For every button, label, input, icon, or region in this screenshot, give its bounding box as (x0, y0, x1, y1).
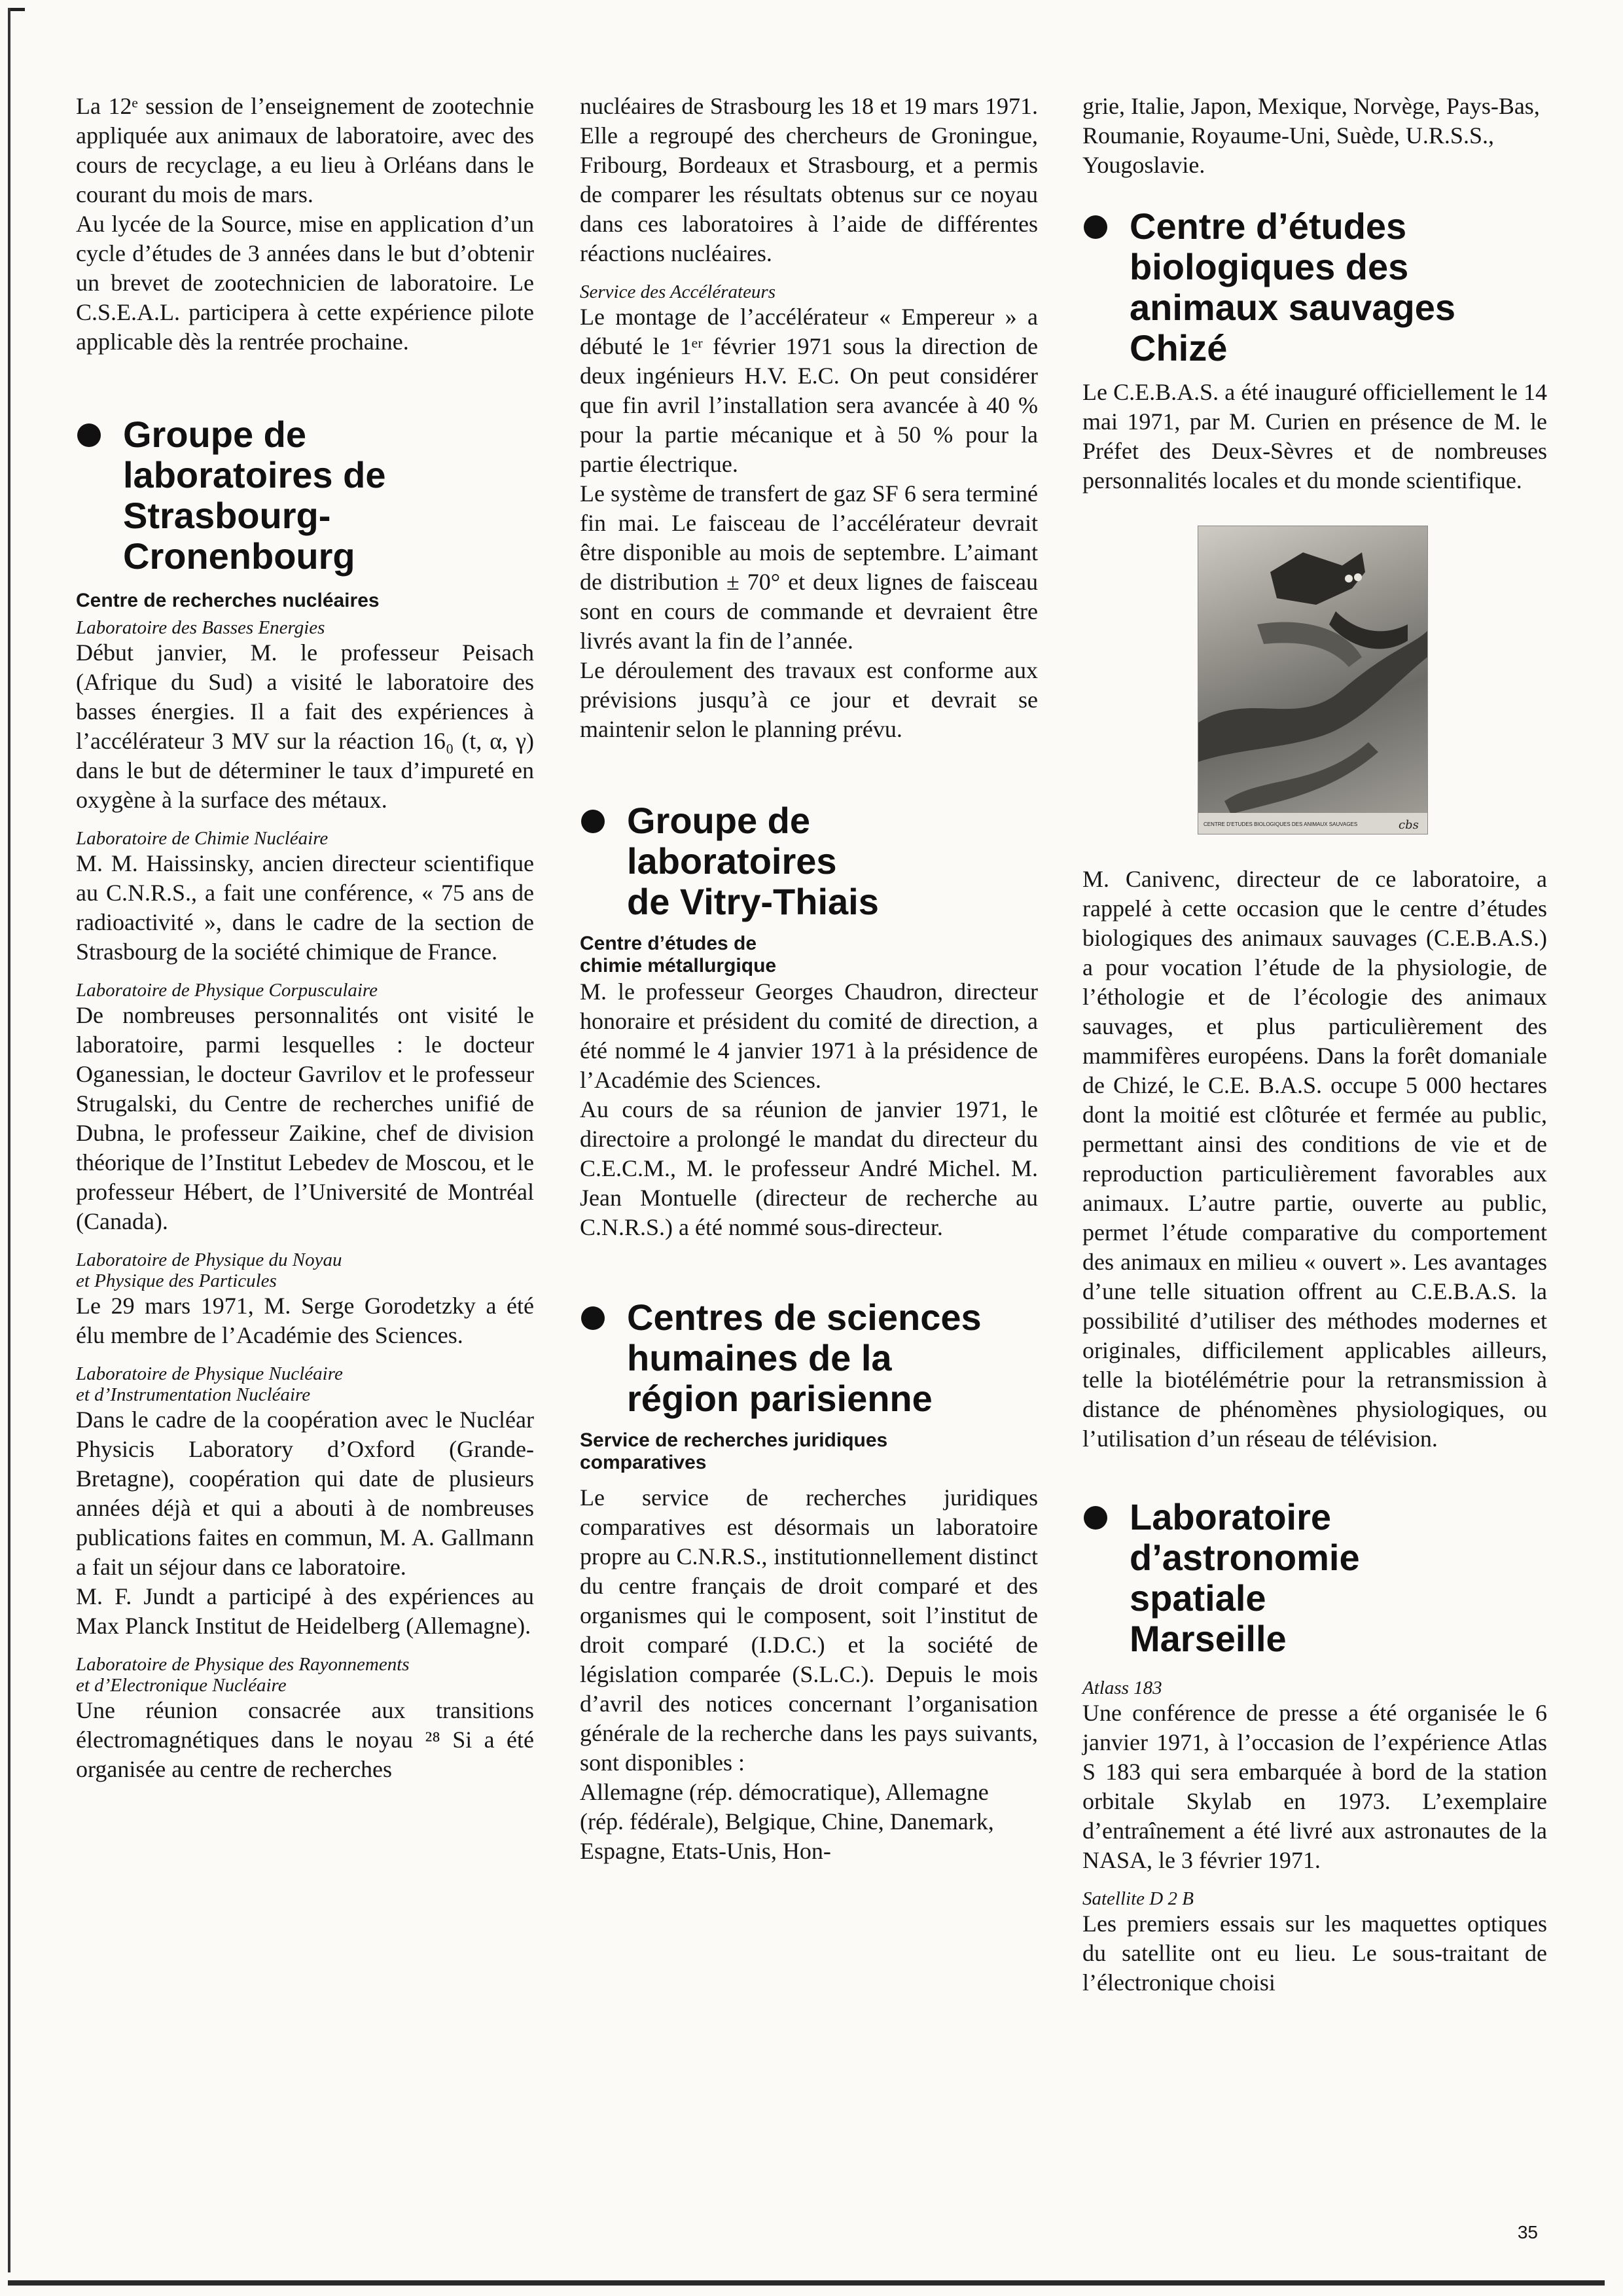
lab-paragraph: De nombreuses personnalités ont visité le laboratoire, parmi lesquelles : le docteur Oganessian, le docteur Gavrilov et le professeur Strugalski, du Centre de recherches unifié de Dubna, le professeur Zaikine, chef de division théorique de l’Institut Lebedev de Moscou, et le professeur Hébert, de l’Université de Montréal (Canada). (76, 1002, 534, 1234)
heading-line: biologiques des (1130, 246, 1409, 287)
subheading-line: Centre d’études de (580, 933, 757, 954)
subheading-cecm (580, 933, 1038, 977)
section-heading-strasbourg (76, 414, 534, 577)
lab-title-line: et d’Instrumentation Nucléaire (76, 1384, 311, 1405)
genet-illustration (1198, 526, 1427, 834)
subheading-line: chimie métallurgique (580, 955, 777, 977)
page-edge-bottom (8, 2280, 1605, 2286)
lab-title-line: et d’Electronique Nucléaire (76, 1675, 287, 1696)
heading-line: Centres de sciences (627, 1297, 982, 1338)
continued-paragraph: grie, Italie, Japon, Mexique, Norvège, Pays-Bas, Roumanie, Royaume-Uni, Suède, U.R.S.S., Yougoslavie. (1082, 93, 1540, 178)
page-number: 35 (1517, 2222, 1538, 2242)
section-heading-marseille (1082, 1497, 1547, 1659)
lab-paragraph: Dans le cadre de la coopération avec le Nucléar Physicis Laboratory d’Oxford (Grande-Bretagne), coopération qui date de plusieurs années déjà et qui a abouti à de nombreuses publications faites en commun, M. A. Gallmann a fait un séjour dans ce laboratoire. (76, 1407, 534, 1580)
lab-title: Laboratoire de Physique Corpusculaire (76, 980, 378, 1001)
service-paragraph: Le système de transfert de gaz SF 6 sera terminé fin mai. Le faisceau de l’accélérateur devrait être disponible au mois de septembre. L’aimant de distribution ± 70° et deux lignes de faisceau sont en cours de commande et devraient être livrés avant la fin de l’année. (580, 480, 1038, 654)
lab-title (76, 1654, 534, 1696)
subheading-srjc (580, 1429, 1038, 1474)
heading-line: laboratoires (627, 840, 837, 882)
lab-title-line: Laboratoire de Physique du Noyau (76, 1249, 342, 1270)
page-edge-left (8, 8, 10, 2272)
column-1 (76, 92, 534, 1784)
heading-line: Marseille (1130, 1618, 1287, 1659)
lab-title: Laboratoire de Chimie Nucléaire (76, 828, 329, 849)
lab-paragraph: M. F. Jundt a participé à des expériences au Max Planck Institut de Heidelberg (Allemagne). (76, 1583, 534, 1639)
heading-line: d’astronomie (1130, 1537, 1360, 1578)
vitry-paragraph: Au cours de sa réunion de janvier 1971, le directoire a prolongé le mandat du directeur du C.E.C.M., M. le professeur André Michel. M. Jean Montuelle (directeur de recherche au C.N.R.S.) a été nommé sous-directeur. (580, 1096, 1038, 1240)
satellite-paragraph: Les premiers essais sur les maquettes optiques du satellite ont eu lieu. Le sous-traitant de l’électronique choisi (1082, 1910, 1547, 1996)
intro-paragraph-2: Au lycée de la Source, mise en application d’un cycle d’études de 3 années dans le but d’obtenir un brevet de zootechnicien de laboratoire. Le C.S.E.A.L. participera à cette expérience pilote applicable dès la rentrée prochaine. (76, 211, 534, 355)
srjc-paragraph: Le service de recherches juridiques comparatives est désormais un laboratoire propre au C.N.R.S., institutionnellement distinct du centre français de droit comparé et des organismes qui le composent, soit l’institut de droit comparé (I.D.C.) et la société de législation comparée (S.L.C.). Depuis le mois d’avril des notices concernant l’organisation générale de la recherche dans les pays suivants, sont disponibles : (580, 1484, 1038, 1776)
section-heading-chize (1082, 206, 1547, 368)
heading-line: Groupe de (123, 414, 307, 455)
vitry-paragraph: M. le professeur Georges Chaudron, directeur honoraire et président du comité de direction, a été nommé le 4 janvier 1971 à la présidence de l’Académie des Sciences. (580, 978, 1038, 1093)
lab-title: Laboratoire des Basses Energies (76, 617, 325, 638)
bullet-icon (581, 1306, 605, 1330)
heading-line: spatiale (1130, 1577, 1266, 1619)
poster-caption: CENTRE D'ETUDES BIOLOGIQUES DES ANIMAUX SAUVAGES (1204, 821, 1358, 827)
heading-line: Strasbourg- (123, 495, 331, 536)
cebas-paragraph: M. Canivenc, directeur de ce laboratoire, a rappelé à cette occasion que le centre d’études biologiques des animaux sauvages (C.E.B.A.S.) a pour vocation l’étude de la physiologie, de l’éthologie et de l’écologie des animaux sauvages, et plus particulièrement des mammifères européens. Dans la forêt domaniale de Chizé, le C.E. B.A.S. occupe 5 000 hectares dont la moitié est clôturée et fermée au public, permettant ainsi des conditions de vie et de reproduction particulièrement favorables aux animaux. L’autre partie, ouverte au public, permet l’étude comparative du comportement des animaux en milieu « ouvert ». Les avantages d’une telle situation offrent au C.E.B.A.S. la possibilité d’utiliser des méthodes modernes et originales, difficilement applicables ailleurs, telle la biotélémétrie pour la retransmission à distance de phénomènes physiologiques, ou l’utilisation d’un réseau de télévision. (1082, 866, 1547, 1452)
subheading-crn: Centre de recherches nucléaires (76, 590, 380, 611)
poster-logo: cbs (1399, 818, 1419, 832)
atlass-paragraph: Une conférence de presse a été organisée le 6 janvier 1971, à l’occasion de l’expérience Atlas S 183 qui sera embarquée à bord de la station orbitale Skylab en 1973. L’exemplaire d’entraînement a été livré aux astronautes de la NASA, le 3 février 1971. (1082, 1700, 1547, 1873)
heading-line: Centre d’études (1130, 206, 1407, 247)
lab-title-line: Laboratoire de Physique des Rayonnements (76, 1654, 410, 1675)
lab-title (76, 1249, 534, 1291)
bullet-icon (1084, 1506, 1107, 1530)
heading-line: humaines de la (627, 1337, 892, 1378)
lab-paragraph: M. M. Haissinsky, ancien directeur scientifique au C.N.R.S., a fait une conférence, « 75 ans de radioactivité », dans le cadre de la section de Strasbourg de la société chimique de France. (76, 850, 534, 965)
lab-title (76, 1363, 534, 1405)
section-heading-vitry (580, 800, 1038, 922)
intro-paragraph-1: La 12ᵉ session de l’enseignement de zootechnie appliquée aux animaux de laboratoire, avec des cours de recyclage, a eu lieu à Orléans dans le courant du mois de mars. (76, 93, 534, 207)
heading-line: animaux sauvages (1130, 287, 1456, 328)
cebas-paragraph: Le C.E.B.A.S. a été inauguré officiellement le 14 mai 1971, par M. Curien en présence de M. le Préfet des Deux-Sèvres et de nombreuses personnalités locales et du monde scientifique. (1082, 379, 1547, 493)
bullet-icon (77, 423, 101, 447)
bullet-icon (581, 810, 605, 833)
lab-paragraph: Une réunion consacrée aux transitions électromagnétiques dans le noyau ²⁸ Si a été organisée au centre de recherches (76, 1697, 534, 1782)
lab-title-line: Laboratoire de Physique Nucléaire (76, 1363, 343, 1384)
service-paragraph: Le montage de l’accélérateur « Empereur » a débuté le 1ᵉʳ février 1971 sous la direction de deux ingénieurs H.V. E.C. On peut considérer que fin avril l’installation sera avancée à 40 % pour la partie mécanique et à 50 % pour la partie électrique. (580, 304, 1038, 477)
atlass-title: Atlass 183 (1082, 1677, 1162, 1698)
srjc-paragraph: Allemagne (rép. démocratique), Allemagne (rép. fédérale), Belgique, Chine, Danemark, Espagne, Etats-Unis, Hon- (580, 1779, 994, 1864)
bullet-icon (1084, 215, 1107, 239)
subheading-line: Service de recherches juridiques (580, 1429, 888, 1451)
heading-line: Laboratoire (1130, 1496, 1332, 1537)
heading-line: de Vitry-Thiais (627, 881, 879, 922)
continued-paragraph: nucléaires de Strasbourg les 18 et 19 mars 1971. Elle a regroupé des chercheurs de Groningue, Fribourg, Bordeaux et Strasbourg, et a permis de comparer les résultats obtenus sur ce noyau dans ces laboratoires à l’aide de différentes réactions nucléaires. (580, 93, 1038, 266)
satellite-title: Satellite D 2 B (1082, 1888, 1194, 1909)
heading-line: Cronenbourg (123, 535, 355, 577)
heading-line: laboratoires de (123, 454, 386, 495)
heading-line: Chizé (1130, 327, 1228, 368)
heading-line: région parisienne (627, 1378, 933, 1419)
lab-paragraph: Le 29 mars 1971, M. Serge Gorodetzky a été élu membre de l’Académie des Sciences. (76, 1293, 534, 1348)
lab-paragraph: Début janvier, M. le professeur Peisach (Afrique du Sud) a visité le laboratoire des basses énergies. Il a fait des expériences à l’accélérateur 3 MV sur la réaction 16₀ (t, α, γ) dans le but de déterminer le taux d’impureté en oxygène à la surface des métaux. (76, 639, 534, 813)
column-3 (1082, 92, 1547, 1998)
section-heading-sciences-humaines (580, 1297, 1038, 1419)
service-title: Service des Accélérateurs (580, 281, 776, 302)
subheading-line: comparatives (580, 1452, 707, 1473)
lab-title-line: et Physique des Particules (76, 1270, 277, 1291)
heading-line: Groupe de (627, 800, 811, 841)
service-paragraph: Le déroulement des travaux est conforme aux prévisions jusqu’à ce jour et devrait se maintenir selon le planning prévu. (580, 657, 1038, 742)
cebas-poster-image (1198, 526, 1428, 834)
column-2 (580, 92, 1038, 1866)
